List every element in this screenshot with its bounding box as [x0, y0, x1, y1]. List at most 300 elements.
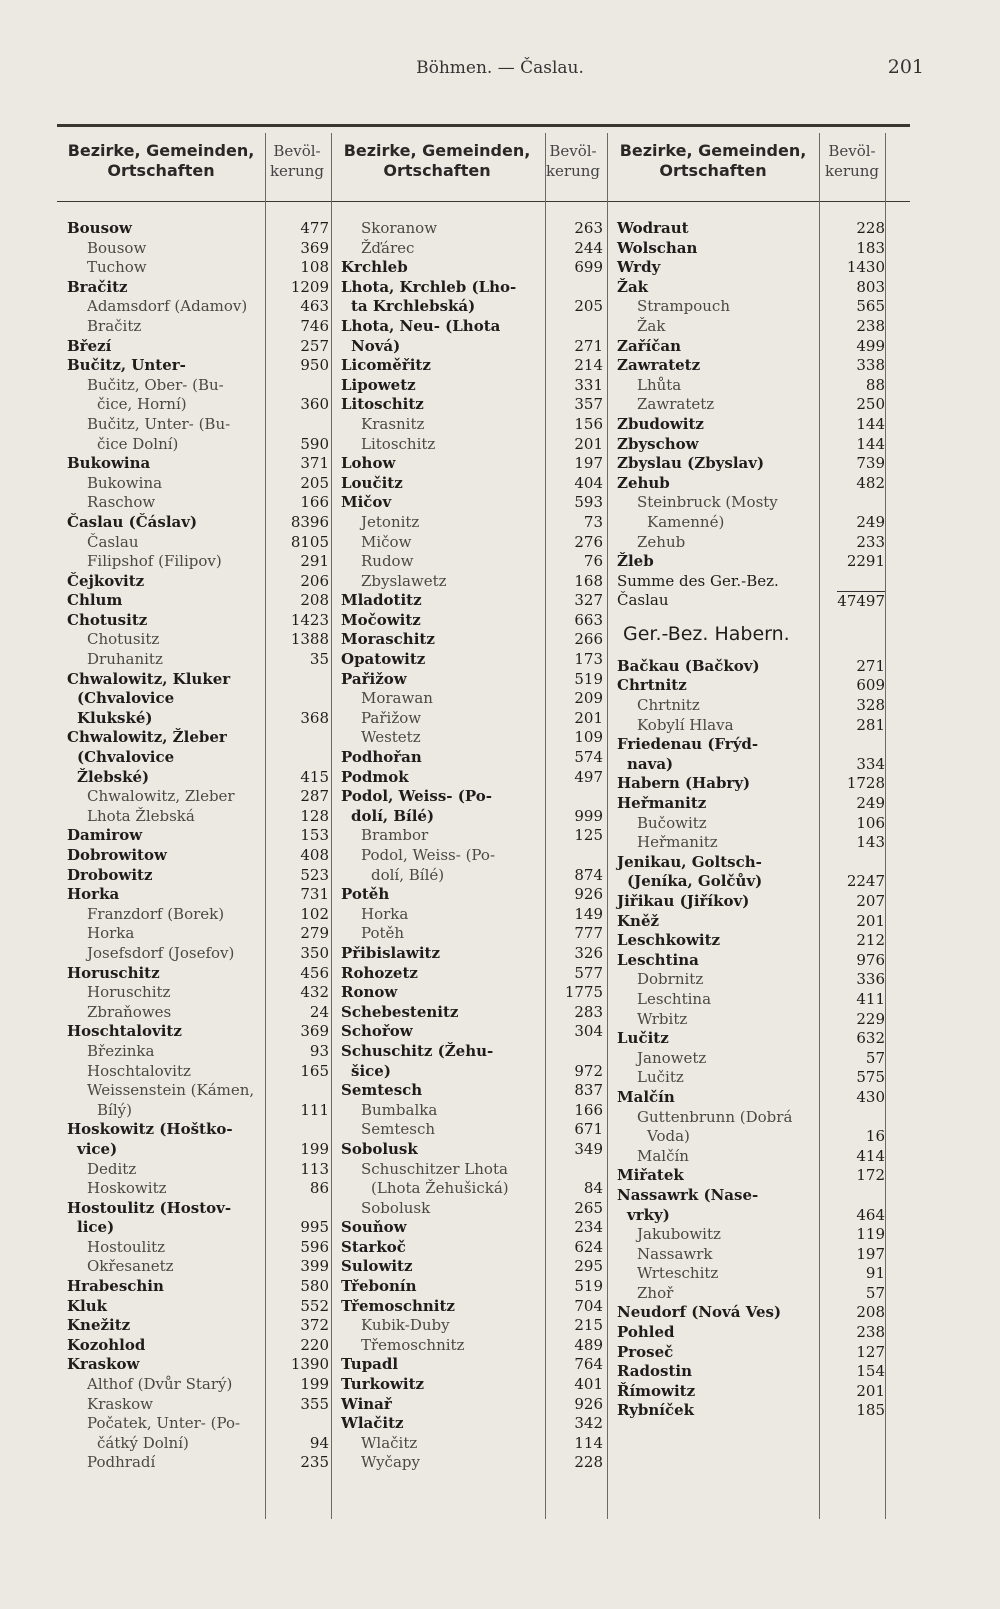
place-name: Žlebské): [77, 767, 150, 786]
table-row: [341, 591, 603, 611]
table-row: [67, 376, 329, 396]
table-row: [67, 885, 329, 905]
place-name: Počatek, Unter- (Po-: [87, 1414, 241, 1433]
population-value: 704: [574, 1296, 603, 1315]
place-name: Bačkau (Bačkov): [617, 656, 760, 675]
population-value: 173: [574, 650, 603, 669]
table-row: [341, 787, 603, 807]
table-row: [67, 552, 329, 572]
table-row: [67, 1297, 329, 1317]
place-name: Drobowitz: [67, 865, 153, 884]
place-name: Chrtnitz: [617, 676, 687, 695]
population-value: 1390: [290, 1355, 329, 1374]
population-value: 926: [574, 1394, 603, 1413]
population-value: 357: [574, 395, 603, 414]
place-name: Rybníček: [617, 1401, 695, 1420]
place-name: Chlum: [67, 591, 123, 610]
table-row: [67, 297, 329, 317]
place-name: Kněž: [617, 911, 660, 930]
table-row: [67, 1042, 329, 1062]
table-row: [67, 611, 329, 631]
table-row: [67, 356, 329, 376]
place-name: Jenikau, Goltsch-: [617, 852, 762, 871]
place-name: Krchleb: [341, 258, 408, 277]
place-name: dolí, Bílé): [351, 806, 435, 825]
population-value: 497: [574, 767, 603, 786]
table-row: [67, 1003, 329, 1023]
table-row: [67, 454, 329, 474]
table-row: [67, 533, 329, 553]
column-header-population-2: Bevöl-kerung: [545, 142, 601, 180]
place-name: Schuschitzer Lhota: [361, 1159, 508, 1178]
place-name: Lohow: [341, 454, 396, 473]
place-name: vice): [77, 1139, 118, 1158]
column-divider: [607, 133, 608, 1519]
place-name: Zehub: [617, 473, 670, 492]
place-name: Čejkovitz: [67, 571, 145, 590]
population-value: 1423: [290, 610, 329, 629]
table-row: [341, 435, 603, 455]
place-name: Ronow: [341, 983, 398, 1002]
table-row: [341, 1434, 603, 1454]
place-name: Friedenau (Frýd-: [617, 735, 759, 754]
table-row: [617, 219, 885, 239]
table-row: [341, 650, 603, 670]
place-name: Bukowina: [87, 473, 163, 492]
table-row: [617, 356, 885, 376]
table-row: [67, 1062, 329, 1082]
population-value: 489: [574, 1335, 603, 1354]
population-value: 102: [300, 904, 329, 923]
place-name: Bučowitz: [637, 813, 707, 832]
table-row: [67, 395, 329, 415]
place-name: Lučitz: [637, 1068, 684, 1087]
place-name: Chotusitz: [67, 610, 148, 629]
place-name: Rudow: [361, 552, 414, 571]
place-name: Mičow: [361, 532, 412, 551]
place-name: Podol, Weiss- (Po-: [361, 846, 496, 864]
place-name: Schuschitz (Žehu-: [341, 1041, 494, 1060]
table-row: [617, 931, 885, 951]
table-row: [67, 493, 329, 513]
table-row: [617, 814, 885, 834]
column-3: [617, 219, 885, 1421]
population-value: 731: [300, 885, 329, 904]
table-row: [341, 572, 603, 592]
population-value: 109: [574, 728, 603, 747]
place-name: Habern (Habry): [617, 774, 751, 793]
place-name: Horka: [67, 885, 120, 904]
table-row: [67, 239, 329, 259]
population-value: 746: [300, 316, 329, 335]
place-name: čice, Horní): [97, 395, 187, 414]
place-name: Chwalowitz, Zleber: [87, 787, 235, 806]
place-name: Močowitz: [341, 610, 421, 629]
table-row: [341, 728, 603, 748]
population-value: 999: [574, 806, 603, 825]
population-value: 205: [300, 473, 329, 492]
place-name: Neudorf (Nová Ves): [617, 1303, 782, 1322]
place-name: Časlau: [617, 591, 669, 610]
population-value: 837: [574, 1081, 603, 1100]
place-name: Kluk: [67, 1296, 108, 1315]
place-name: Westetz: [361, 728, 421, 747]
table-row: [617, 1245, 885, 1265]
population-value: 334: [856, 754, 885, 773]
table-row: [341, 1218, 603, 1238]
population-value: 519: [574, 669, 603, 688]
population-value: 499: [856, 336, 885, 355]
place-name: Guttenbrunn (Dobrá: [637, 1107, 793, 1126]
population-value: 84: [583, 1179, 603, 1198]
population-value: 1388: [290, 630, 329, 649]
population-value: 414: [856, 1146, 885, 1165]
table-row: [67, 513, 329, 533]
population-value: 215: [574, 1316, 603, 1335]
place-name: Bousow: [67, 219, 132, 237]
population-value: 349: [574, 1139, 603, 1158]
population-value: 432: [300, 983, 329, 1002]
place-name: Wrdy: [617, 258, 661, 277]
population-value: 47497: [837, 592, 885, 611]
population-value: 360: [300, 395, 329, 414]
population-value: 355: [300, 1394, 329, 1413]
population-value: 401: [574, 1375, 603, 1394]
population-value: 456: [300, 963, 329, 982]
table-row: [67, 1453, 329, 1473]
place-name: Chwalowitz, Žleber: [67, 728, 227, 747]
table-row: [67, 1238, 329, 1258]
population-value: 2291: [846, 552, 885, 571]
place-name: Heřmanitz: [637, 833, 718, 852]
place-name: Zawratetz: [617, 356, 701, 375]
place-name: Leschkowitz: [617, 931, 721, 950]
table-row: [67, 807, 329, 827]
population-value: 57: [865, 1283, 885, 1302]
table-row: [617, 493, 885, 513]
population-value: 399: [300, 1257, 329, 1276]
place-name: Lhota Žlebská: [87, 806, 195, 825]
table-row: [617, 1206, 885, 1226]
place-name: Wrteschitz: [637, 1264, 719, 1283]
population-value: 228: [574, 1453, 603, 1472]
table-row: [341, 1062, 603, 1082]
population-value: 552: [300, 1296, 329, 1315]
place-name: Horuschitz: [87, 983, 171, 1002]
place-name: Hoskowitz: [87, 1179, 167, 1198]
table-row: [67, 1355, 329, 1375]
section-title-habern: Ger.-Bez. Habern.: [623, 622, 790, 645]
table-row: [617, 1382, 885, 1402]
table-row: [341, 513, 603, 533]
population-value: 263: [574, 219, 603, 237]
table-row: [341, 826, 603, 846]
population-value: 404: [574, 473, 603, 492]
place-name: Mladotitz: [341, 591, 422, 610]
population-value: 624: [574, 1237, 603, 1256]
place-name: Bumbalka: [361, 1100, 438, 1119]
column-divider: [331, 133, 332, 1519]
population-value: 209: [574, 689, 603, 708]
population-value: 580: [300, 1277, 329, 1296]
population-value: 327: [574, 591, 603, 610]
column-header-population-1: Bevöl-kerung: [269, 142, 325, 180]
population-value: 609: [856, 676, 885, 695]
population-value: 113: [300, 1159, 329, 1178]
table-row: [341, 611, 603, 631]
population-value: 220: [300, 1335, 329, 1354]
place-name: Wrbitz: [637, 1009, 688, 1028]
table-row: [341, 1003, 603, 1023]
column-2: [341, 219, 603, 1473]
table-row: [341, 924, 603, 944]
page-header: [0, 58, 1000, 88]
place-name: Lipowetz: [341, 375, 416, 394]
place-name: Zaříčan: [617, 336, 682, 355]
place-name: Hoschtalovitz: [67, 1022, 182, 1041]
place-name: Bračitz: [67, 277, 128, 296]
table-row: [617, 1303, 885, 1323]
table-row: [67, 1101, 329, 1121]
place-name: Žďárec: [361, 238, 415, 257]
table-row: [617, 676, 885, 696]
table-row: [617, 1166, 885, 1186]
table-row: [617, 1225, 885, 1245]
place-name: nava): [627, 754, 674, 773]
place-name: Bučitz, Unter-: [67, 356, 186, 375]
table-row: [617, 1284, 885, 1304]
population-value: 201: [856, 911, 885, 930]
population-value: 197: [574, 454, 603, 473]
place-name: Potěh: [341, 885, 390, 904]
place-name: Římowitz: [617, 1381, 696, 1400]
population-value: 279: [300, 924, 329, 943]
table-row: [341, 983, 603, 1003]
population-value: 76: [583, 552, 603, 571]
running-head: Böhmen. — Časlau.: [416, 58, 584, 78]
place-name: Morawan: [361, 689, 433, 708]
place-name: Radostin: [617, 1362, 692, 1381]
population-value: 874: [574, 865, 603, 884]
table-row: [67, 846, 329, 866]
table-row: [617, 239, 885, 259]
column-divider: [885, 133, 886, 1519]
population-value: 372: [300, 1316, 329, 1335]
column-header-names-1: Bezirke, Gemeinden, Ortschaften: [67, 141, 255, 180]
population-value: 172: [856, 1166, 885, 1185]
population-value: 995: [300, 1218, 329, 1237]
population-value: 197: [856, 1244, 885, 1263]
population-value: 565: [856, 297, 885, 316]
place-name: Litoschitz: [361, 434, 436, 453]
table-row: [341, 317, 603, 337]
population-value: 1775: [564, 983, 603, 1002]
place-name: Semtesch: [361, 1120, 436, 1139]
population-value: 950: [300, 356, 329, 375]
place-name: Jiřikau (Jiříkov): [617, 892, 750, 910]
place-name: Licoměřitz: [341, 356, 431, 375]
place-name: Bračitz: [87, 316, 142, 335]
table-row: [341, 1414, 603, 1434]
population-value: 233: [856, 532, 885, 551]
column-header-population-3: Bevöl-kerung: [824, 142, 880, 180]
table-row: [341, 1238, 603, 1258]
place-name: Podmok: [341, 767, 409, 786]
table-row: [341, 1042, 603, 1062]
table-row: [341, 944, 603, 964]
place-name: Zawratetz: [637, 395, 715, 414]
population-value: 482: [856, 473, 885, 492]
place-name: Chrtnitz: [637, 696, 700, 715]
place-name: Litoschitz: [341, 395, 424, 414]
population-value: 803: [856, 277, 885, 296]
population-value: 463: [300, 297, 329, 316]
place-name: Raschow: [87, 493, 156, 512]
place-name: Sobolusk: [361, 1198, 431, 1217]
place-name: Janowetz: [637, 1048, 707, 1067]
table-row: [617, 376, 885, 396]
table-row: [341, 1199, 603, 1219]
population-value: 94: [309, 1433, 329, 1452]
table-row: [67, 709, 329, 729]
table-row: [341, 1375, 603, 1395]
population-value: 369: [300, 238, 329, 257]
table-row: [67, 944, 329, 964]
table-row: [617, 552, 885, 572]
table-row: [341, 1120, 603, 1140]
place-name: Loučitz: [341, 473, 403, 492]
place-name: Nassawrk: [637, 1244, 713, 1263]
population-value: 128: [300, 806, 329, 825]
table-row: [341, 885, 603, 905]
table-row: [341, 376, 603, 396]
table-row: [67, 689, 329, 709]
place-name: Chotusitz: [87, 630, 160, 649]
table-row: [617, 1186, 885, 1206]
place-name: Bučitz, Ober- (Bu-: [87, 375, 224, 394]
population-value: 328: [856, 696, 885, 715]
population-value: 265: [574, 1198, 603, 1217]
population-value: 338: [856, 356, 885, 375]
table-row: [617, 951, 885, 971]
table-row: [67, 924, 329, 944]
place-name: Damirow: [67, 826, 143, 845]
table-row: [67, 1199, 329, 1219]
table-row: [617, 892, 885, 912]
population-value: 663: [574, 610, 603, 629]
table-row: [341, 748, 603, 768]
table-row: [617, 337, 885, 357]
table-row: [341, 1316, 603, 1336]
population-value: 1430: [846, 258, 885, 277]
place-name: Josefsdorf (Josefov): [87, 943, 235, 962]
population-value: 575: [856, 1068, 885, 1087]
place-name: Pohled: [617, 1323, 675, 1342]
place-name: Starkoč: [341, 1237, 406, 1256]
population-value: 464: [856, 1205, 885, 1224]
place-name: Kobylí Hlava: [637, 715, 734, 734]
place-name: Dobrowitow: [67, 846, 167, 864]
table-row: [341, 1160, 603, 1180]
population-value: 342: [574, 1414, 603, 1433]
place-name: Winař: [341, 1394, 392, 1413]
population-value: 24: [309, 1002, 329, 1021]
population-value: 205: [574, 297, 603, 316]
table-row: [617, 990, 885, 1010]
place-name: Hostoulitz (Hostov-: [67, 1198, 232, 1217]
population-value: 144: [856, 414, 885, 433]
place-name: Heřmanitz: [617, 794, 707, 813]
table-row: [67, 728, 329, 748]
population-value: 201: [856, 1381, 885, 1400]
population-value: 590: [300, 434, 329, 453]
column-header-names-3: Bezirke, Gemeinden, Ortschaften: [619, 141, 807, 180]
table-row: [341, 493, 603, 513]
place-name: Zbyslawetz: [361, 571, 447, 590]
table-row: [67, 1375, 329, 1395]
population-value: 271: [574, 336, 603, 355]
place-name: Moraschitz: [341, 630, 435, 649]
table-row: [617, 853, 885, 873]
table-row: [341, 709, 603, 729]
population-value: 430: [856, 1087, 885, 1106]
population-value: 125: [574, 826, 603, 845]
table-row: [341, 1297, 603, 1317]
table-row: [67, 1218, 329, 1238]
place-name: Kraskow: [87, 1394, 153, 1413]
place-name: Bukowina: [67, 454, 151, 473]
population-value: 764: [574, 1355, 603, 1374]
place-name: Kozohlod: [67, 1335, 146, 1354]
place-name: Tupadl: [341, 1355, 399, 1374]
population-value: 291: [300, 552, 329, 571]
table-row: [67, 1140, 329, 1160]
table-row: [67, 1160, 329, 1180]
table-row: [67, 337, 329, 357]
population-value: 593: [574, 493, 603, 512]
place-name: (Lhota Žehušická): [371, 1179, 509, 1198]
place-name: Malčín: [617, 1087, 675, 1106]
table-row: [67, 1395, 329, 1415]
place-name: Nassawrk (Nase-: [617, 1185, 759, 1204]
table-row: [617, 1343, 885, 1363]
population-value: 287: [300, 787, 329, 806]
table-row: [617, 872, 885, 892]
place-name: Sobolusk: [341, 1139, 418, 1158]
table-row: [341, 670, 603, 690]
table-row: [341, 905, 603, 925]
place-name: Jakubowitz: [637, 1225, 721, 1244]
population-value: 926: [574, 885, 603, 904]
table-row: [617, 1108, 885, 1128]
population-value: 304: [574, 1022, 603, 1041]
population-value: 208: [300, 591, 329, 610]
population-value: 415: [300, 767, 329, 786]
table-row: [617, 657, 885, 677]
place-name: Dobrnitz: [637, 970, 704, 989]
table-row: [341, 1140, 603, 1160]
population-value: 73: [583, 512, 603, 531]
place-name: Wlačitz: [361, 1433, 418, 1452]
place-name: Lhota, Neu- (Lhota: [341, 316, 501, 335]
population-value: 114: [574, 1433, 603, 1452]
place-name: Horka: [361, 904, 409, 923]
population-value: 212: [856, 931, 885, 950]
population-value: 206: [300, 571, 329, 590]
place-name: šice): [351, 1061, 391, 1080]
population-value: 266: [574, 630, 603, 649]
table-row: [617, 1323, 885, 1343]
